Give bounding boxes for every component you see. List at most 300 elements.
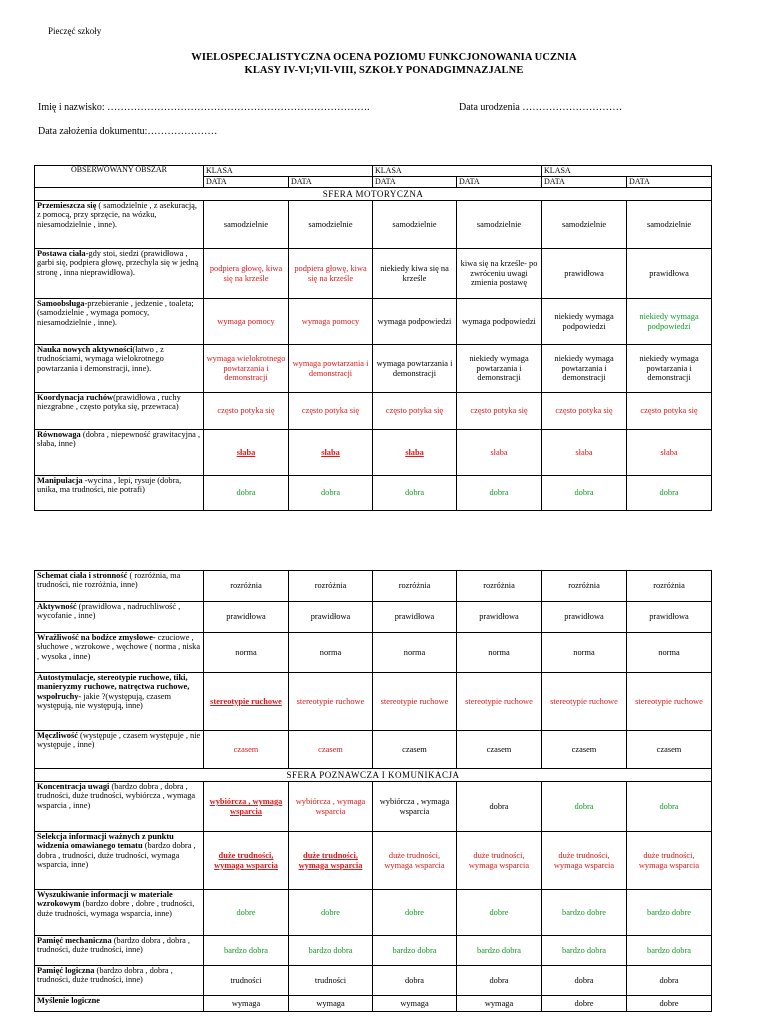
assessment-value: prawidłowa — [649, 268, 689, 278]
document-title-line1: WIELOSPECJALISTYCZNA OCENA POZIOMU FUNKCJONOWANIA UCZNIA — [191, 52, 577, 63]
assessment-value: dobre — [489, 907, 509, 917]
area-name: Równowaga — [37, 430, 81, 439]
assessment-cell — [289, 345, 373, 393]
area-name: Pamięć mechaniczna — [37, 936, 112, 945]
observed-area-cell — [35, 731, 204, 769]
assessment-value: prawidłowa — [564, 268, 604, 278]
assessment-cell — [627, 996, 712, 1012]
assessment-value: wymaga powtarzania i demonstracji — [376, 359, 453, 378]
assessment-value: często potyka się — [470, 406, 528, 416]
assessment-cell — [627, 476, 712, 511]
assessment-cell — [542, 201, 627, 249]
assessment-value: dobra — [574, 801, 594, 811]
sphere-motor-heading: SFERA MOTORYCZNA — [35, 188, 712, 201]
assessment-cell — [373, 249, 457, 299]
area-name: Koordynacja ruchów — [37, 393, 114, 402]
assessment-value: wybiórcza , wymaga wsparcia — [379, 797, 450, 816]
assessment-value: rozróżnia — [653, 581, 685, 591]
assessment-cell — [542, 249, 627, 299]
assessment-value: niekiedy wymaga powtarzania i demonstracji — [554, 354, 614, 383]
assessment-cell — [289, 782, 373, 832]
table-row — [35, 299, 712, 345]
table-row — [35, 430, 712, 476]
assessment-cell — [542, 393, 627, 430]
assessment-cell — [204, 633, 289, 673]
assessment-value: stereotypie ruchowe — [380, 696, 449, 706]
area-description: przebieranie , jedzenie , toaleta; (samodzielnie , wymaga pomocy, niesamodzielnie , inne). — [37, 299, 194, 327]
assessment-cell — [289, 602, 373, 633]
assessment-value: czasem — [656, 744, 682, 754]
assessment-value: samodzielnie — [308, 219, 353, 229]
area-description: (występuje , czasem występuje , nie występuje , inne) — [37, 731, 201, 750]
assessment-cell — [542, 633, 627, 673]
assessment-cell — [542, 966, 627, 996]
area-name: Manipulacja — [37, 476, 83, 485]
assessment-cell — [289, 832, 373, 890]
assessment-value: dobra — [489, 488, 509, 498]
assessment-value: często potyka się — [385, 406, 444, 416]
assessment-value: prawidłowa — [226, 612, 266, 622]
assessment-cell — [373, 201, 457, 249]
assessment-value: wymaga — [484, 998, 514, 1008]
area-description: (bardzo dobra , dobra , trudności, duże trudności, wymaga wsparcia, inne) — [37, 841, 196, 870]
assessment-cell — [204, 936, 289, 966]
header-observed-area: OBSERWOWANY OBSZAR — [35, 166, 204, 188]
assessment-cell — [204, 890, 289, 936]
assessment-cell — [627, 673, 712, 731]
assessment-cell — [289, 201, 373, 249]
assessment-cell — [289, 393, 373, 430]
observed-area-cell — [35, 299, 204, 345]
assessment-cell — [457, 249, 542, 299]
assessment-value: podpiera głowę, kiwa się na krześle — [294, 264, 367, 283]
observed-area-cell — [35, 996, 204, 1012]
assessment-value: wymaga powtarzania i demonstracji — [292, 359, 369, 378]
assessment-value: dobra — [404, 975, 425, 985]
assessment-value: niekiedy wymaga powtarzania i demonstracji — [469, 354, 529, 383]
assessment-value: duże trudności, wymaga wsparcia — [384, 851, 445, 870]
assessment-value: słaba — [321, 447, 340, 457]
assessment-value: bardzo dobra — [392, 945, 437, 955]
assessment-cell — [627, 201, 712, 249]
assessment-cell — [542, 476, 627, 511]
assessment-value: czasem — [486, 744, 512, 754]
assessment-value: prawidłowa — [310, 612, 351, 622]
table-row — [35, 633, 712, 673]
assessment-value: duże trudności, wymaga wsparcia — [553, 851, 615, 870]
assessment-cell — [373, 731, 457, 769]
assessment-value: samodzielnie — [476, 219, 522, 229]
assessment-value: niekiedy wymaga podpowiedzi — [554, 312, 614, 331]
table-row — [35, 782, 712, 832]
assessment-cell — [373, 936, 457, 966]
header-data: DATA — [204, 177, 289, 188]
assessment-cell — [204, 476, 289, 511]
table-row — [35, 832, 712, 890]
assessment-value: samodzielnie — [223, 219, 269, 229]
assessment-value: rozróżnia — [568, 581, 600, 591]
assessment-value: wymaga — [316, 998, 345, 1008]
assessment-cell — [373, 393, 457, 430]
table-row — [35, 936, 712, 966]
assessment-value: prawidłowa — [649, 612, 689, 622]
document-date-field: Data założenia dokumentu:………………… — [38, 126, 218, 137]
area-description: (prawidłowa , ruchy niezgrabne , często potyka się, przewraca) — [37, 393, 181, 412]
assessment-cell — [289, 966, 373, 996]
assessment-value: samodzielnie — [561, 219, 607, 229]
assessment-cell — [457, 430, 542, 476]
observed-area-cell — [35, 393, 204, 430]
table-row — [35, 393, 712, 430]
assessment-value: stereotypie ruchowe — [210, 696, 282, 706]
assessment-value: prawidłowa — [564, 612, 604, 622]
header-klasa-2: KLASA — [373, 166, 542, 177]
assessment-cell — [204, 249, 289, 299]
assessment-cell — [627, 832, 712, 890]
assessment-value: dobre — [320, 907, 341, 917]
assessment-value: wymaga wielokrotnego powtarzania i demonstracji — [206, 354, 286, 383]
assessment-cell — [204, 832, 289, 890]
table-row — [35, 966, 712, 996]
table-row — [35, 571, 712, 602]
assessment-value: bardzo dobra — [224, 945, 268, 955]
assessment-cell — [627, 936, 712, 966]
assessment-cell — [289, 673, 373, 731]
observed-area-cell — [35, 782, 204, 832]
table-row — [35, 249, 712, 299]
assessment-value: czasem — [402, 744, 427, 754]
assessment-cell — [627, 966, 712, 996]
assessment-cell — [373, 602, 457, 633]
assessment-cell — [457, 936, 542, 966]
assessment-value: bardzo dobra — [308, 945, 353, 955]
assessment-cell — [373, 996, 457, 1012]
assessment-value: prawidłowa — [394, 612, 435, 622]
assessment-value: dobra — [320, 488, 341, 498]
assessment-cell — [204, 731, 289, 769]
area-name: Wrażliwość na bodźce zmysłowe- — [37, 633, 156, 642]
assessment-cell — [542, 299, 627, 345]
assessment-value: bardzo dobra — [477, 945, 521, 955]
observed-area-cell — [35, 476, 204, 511]
assessment-cell — [542, 602, 627, 633]
assessment-cell — [627, 571, 712, 602]
assessment-cell — [457, 476, 542, 511]
assessment-value: norma — [319, 647, 342, 657]
assessment-cell — [457, 673, 542, 731]
assessment-cell — [542, 430, 627, 476]
assessment-cell — [373, 430, 457, 476]
assessment-value: niekiedy wymaga podpowiedzi — [639, 312, 699, 331]
assessment-cell — [289, 430, 373, 476]
assessment-cell — [627, 249, 712, 299]
assessment-cell — [457, 832, 542, 890]
assessment-value: rozróżnia — [483, 581, 515, 591]
assessment-value: bardzo dobre — [647, 907, 691, 917]
assessment-cell — [542, 996, 627, 1012]
assessment-cell — [542, 890, 627, 936]
assessment-cell — [204, 345, 289, 393]
area-name: Autostymulacje, stereotypie ruchowe, tiki, manieryzmy ruchowe, natręctwa ruchowe, wspołruchy- — [37, 673, 190, 701]
area-description: (łatwo , z trudnościami, wymaga wielokrotnego powtarzania i demonstracji, inne). — [37, 345, 164, 373]
table-row — [35, 890, 712, 936]
assessment-value: prawidłowa — [479, 612, 519, 622]
observed-area-cell — [35, 890, 204, 936]
assessment-cell — [627, 299, 712, 345]
assessment-value: stereotypie ruchowe — [296, 696, 365, 706]
assessment-value: dobre — [659, 998, 679, 1008]
assessment-cell — [457, 633, 542, 673]
observed-area-cell — [35, 430, 204, 476]
area-description: (bardzo dobra , dobra , trudności, duże trudności, inne) — [37, 966, 173, 985]
assessment-value: rozróżnia — [314, 581, 347, 591]
assessment-value: norma — [658, 647, 680, 657]
assessment-cell — [457, 890, 542, 936]
observed-area-cell — [35, 345, 204, 393]
observed-area-cell — [35, 201, 204, 249]
assessment-cell — [204, 430, 289, 476]
assessment-value: norma — [488, 647, 510, 657]
assessment-cell — [457, 201, 542, 249]
observed-area-cell — [35, 249, 204, 299]
assessment-value: stereotypie ruchowe — [465, 696, 533, 706]
table-row — [35, 345, 712, 393]
area-description: (bardzo dobra , dobra , trudności, duże trudności, wybiórcza , wymaga wsparcia , inne) — [37, 782, 196, 810]
table-row — [35, 996, 712, 1012]
area-name: Wyszukiwanie informacji w materiale wzrokowym — [37, 890, 173, 909]
area-name: Pamięć logiczna — [37, 966, 95, 975]
assessment-value: samodzielnie — [646, 219, 692, 229]
observed-area-cell — [35, 936, 204, 966]
area-name: Myślenie logiczne — [37, 996, 101, 1005]
assessment-value: bardzo dobra — [647, 945, 691, 955]
assessment-cell — [373, 476, 457, 511]
area-name: Selekcja informacji ważnych z punktu widzenia omawianego tematu — [37, 832, 174, 851]
assessment-cell — [627, 782, 712, 832]
assessment-cell — [373, 571, 457, 602]
assessment-value: duże trudności, wymaga wsparcia — [214, 851, 278, 870]
assessment-cell — [204, 602, 289, 633]
assessment-value: dobre — [236, 907, 256, 917]
assessment-value: słaba — [405, 447, 424, 457]
birth-date-field: Data urodzenia ………………………… — [459, 102, 623, 113]
assessment-cell — [204, 393, 289, 430]
assessment-cell — [457, 966, 542, 996]
assessment-cell — [457, 571, 542, 602]
table-row — [35, 201, 712, 249]
assessment-cell — [289, 936, 373, 966]
area-name: Schemat ciała i stronność — [37, 571, 128, 580]
assessment-cell — [204, 966, 289, 996]
assessment-value: dobra — [404, 488, 425, 498]
assessment-cell — [627, 393, 712, 430]
school-stamp-label: Pieczęć szkoły — [48, 26, 102, 36]
area-description: -wycina , lepi, rysuje (dobra, unika, ma trudności, nie potrafi) — [37, 476, 182, 495]
table-row — [35, 476, 712, 511]
assessment-cell — [289, 890, 373, 936]
assessment-cell — [289, 249, 373, 299]
assessment-cell — [457, 345, 542, 393]
assessment-cell — [204, 996, 289, 1012]
assessment-cell — [289, 299, 373, 345]
area-name: Samoobsługa- — [37, 299, 88, 308]
assessment-cell — [373, 966, 457, 996]
assessment-value: dobra — [489, 801, 509, 811]
assessment-value: słaba — [575, 447, 593, 457]
assessment-value: norma — [235, 647, 257, 657]
area-description: gdy stoi, siedzi (prawidłowa , garbi się, podpiera głowę, przechyla się w jedną stronę , inna nieprawidłowa). — [37, 249, 199, 277]
assessment-value: czasem — [233, 744, 259, 754]
assessment-value: norma — [403, 647, 426, 657]
assessment-value: często potyka się — [555, 406, 613, 416]
assessment-value: duże trudności, wymaga wsparcia — [468, 851, 530, 870]
assessment-value: dobra — [659, 488, 679, 498]
assessment-cell — [373, 832, 457, 890]
assessment-cell — [542, 731, 627, 769]
area-description: jakie ?(występują, czasem występują, nie występują, inne) — [37, 691, 171, 711]
assessment-cell — [204, 673, 289, 731]
assessment-value: słaba — [236, 447, 256, 457]
assessment-cell — [627, 731, 712, 769]
assessment-value: czasem — [571, 744, 597, 754]
assessment-cell — [542, 782, 627, 832]
assessment-cell — [627, 430, 712, 476]
student-name-field: Imię i nazwisko: ……………………………………………………………………. — [38, 102, 370, 113]
assessment-cell — [373, 890, 457, 936]
assessment-cell — [627, 345, 712, 393]
assessment-value: dobra — [659, 975, 679, 985]
area-name: Postawa ciała- — [37, 249, 89, 258]
assessment-cell — [457, 393, 542, 430]
observed-area-cell — [35, 571, 204, 602]
area-description: (dobra , niepewność grawitacyjna , słaba, inne) — [37, 430, 201, 449]
assessment-value: czasem — [318, 744, 343, 754]
assessment-value: dobre — [574, 998, 594, 1008]
observed-area-cell — [35, 602, 204, 633]
assessment-value: dobra — [489, 975, 509, 985]
header-data: DATA — [627, 177, 712, 188]
assessment-value: słaba — [660, 447, 678, 457]
assessment-cell — [204, 782, 289, 832]
assessment-cell — [289, 571, 373, 602]
area-name: Przemieszcza się — [37, 201, 97, 210]
assessment-cell — [457, 299, 542, 345]
header-data: DATA — [457, 177, 542, 188]
header-klasa-3: KLASA — [542, 166, 712, 177]
assessment-cell — [373, 782, 457, 832]
assessment-value: niekiedy kiwa się na krześle — [380, 264, 449, 283]
assessment-value: wymaga podpowiedzi — [462, 316, 536, 326]
assessment-value: wymaga pomocy — [217, 316, 275, 326]
sphere-cognitive-heading: SFERA POZNAWCZA I KOMUNIKACJA — [35, 769, 712, 782]
assessment-value: stereotypie ruchowe — [635, 696, 703, 706]
assessment-value: wybiórcza , wymaga wsparcia — [209, 797, 283, 816]
assessment-value: duże trudności, wymaga wsparcia — [298, 851, 363, 870]
assessment-cell — [373, 299, 457, 345]
area-description: (bardzo dobra , dobra , trudności, duże trudności, inne) — [37, 936, 191, 955]
assessment-value: dobra — [574, 975, 594, 985]
assessment-value: dobra — [659, 801, 679, 811]
assessment-cell — [542, 345, 627, 393]
assessment-value: duże trudności, wymaga wsparcia — [638, 851, 700, 870]
observation-table-cognitive — [34, 570, 712, 1012]
assessment-value: stereotypie ruchowe — [550, 696, 618, 706]
observed-area-cell — [35, 832, 204, 890]
area-name: Koncentracja uwagi — [37, 782, 110, 791]
assessment-value: trudności — [230, 975, 262, 985]
header-data: DATA — [373, 177, 457, 188]
observed-area-cell — [35, 966, 204, 996]
area-description: (bardzo dobre , dobre , trudności, duże trudności, wymaga wsparcia, inne) — [37, 899, 195, 918]
assessment-cell — [373, 673, 457, 731]
area-description: ( samodzielnie , z asekuracją, z pomocą, przy sprzęcie, na wózku, niesamodzielnie , inne). — [37, 201, 197, 229]
observed-area-cell — [35, 633, 204, 673]
assessment-cell — [373, 633, 457, 673]
area-description: czuciowe , słuchowe , wzrokowe , węchowe ( norma , niska , wysoka , inne) — [37, 633, 201, 661]
assessment-cell — [457, 996, 542, 1012]
assessment-value: często potyka się — [217, 406, 275, 416]
assessment-value: samodzielnie — [392, 219, 437, 229]
document-title-line2: KLASY IV-VI;VII-VIII, SZKOŁY PONADGIMNAZJALNE — [244, 65, 524, 76]
assessment-value: wymaga pomocy — [301, 316, 360, 326]
assessment-value: norma — [573, 647, 595, 657]
assessment-value: bardzo dobre — [562, 907, 606, 917]
assessment-value: wymaga — [400, 998, 429, 1008]
header-data: DATA — [542, 177, 627, 188]
assessment-cell — [542, 571, 627, 602]
area-name: Aktywność — [37, 602, 77, 611]
assessment-cell — [373, 345, 457, 393]
assessment-value: rozróżnia — [230, 581, 262, 591]
assessment-cell — [289, 731, 373, 769]
header-data: DATA — [289, 177, 373, 188]
assessment-cell — [457, 782, 542, 832]
observation-table-motor — [34, 165, 712, 511]
assessment-value: bardzo dobra — [562, 945, 606, 955]
assessment-cell — [204, 571, 289, 602]
assessment-cell — [204, 201, 289, 249]
assessment-value: wybiórcza , wymaga wsparcia — [295, 797, 366, 816]
observed-area-cell — [35, 673, 204, 731]
table-row — [35, 673, 712, 731]
assessment-value: podpiera głowę, kiwa się na krześle — [209, 264, 283, 283]
assessment-cell — [627, 890, 712, 936]
area-description: (prawidłowa , nadruchliwość , wycofanie , inne) — [37, 602, 181, 621]
assessment-value: dobra — [236, 488, 256, 498]
assessment-value: dobre — [404, 907, 425, 917]
assessment-cell — [457, 731, 542, 769]
assessment-cell — [542, 673, 627, 731]
header-klasa-1: KLASA — [204, 166, 373, 177]
assessment-value: niekiedy wymaga powtarzania i demonstracji — [639, 354, 699, 383]
assessment-cell — [627, 602, 712, 633]
area-description: ( rozróżnia, ma trudności, nie rozróżnia, inne) — [37, 571, 181, 590]
assessment-value: często potyka się — [301, 406, 360, 416]
assessment-value: kiwa się na krześle- po zwróceniu uwagi zmienia postawę — [460, 259, 538, 288]
assessment-cell — [542, 936, 627, 966]
assessment-value: wymaga — [231, 998, 261, 1008]
assessment-value: często potyka się — [640, 406, 698, 416]
assessment-value: wymaga podpowiedzi — [377, 316, 452, 326]
assessment-value: rozróżnia — [398, 581, 431, 591]
table-row — [35, 602, 712, 633]
assessment-cell — [627, 633, 712, 673]
assessment-value: słaba — [490, 447, 508, 457]
assessment-value: dobra — [574, 488, 594, 498]
area-name: Nauka nowych aktywności — [37, 345, 133, 354]
assessment-value: trudności — [314, 975, 347, 985]
area-name: Męczliwość — [37, 731, 78, 740]
